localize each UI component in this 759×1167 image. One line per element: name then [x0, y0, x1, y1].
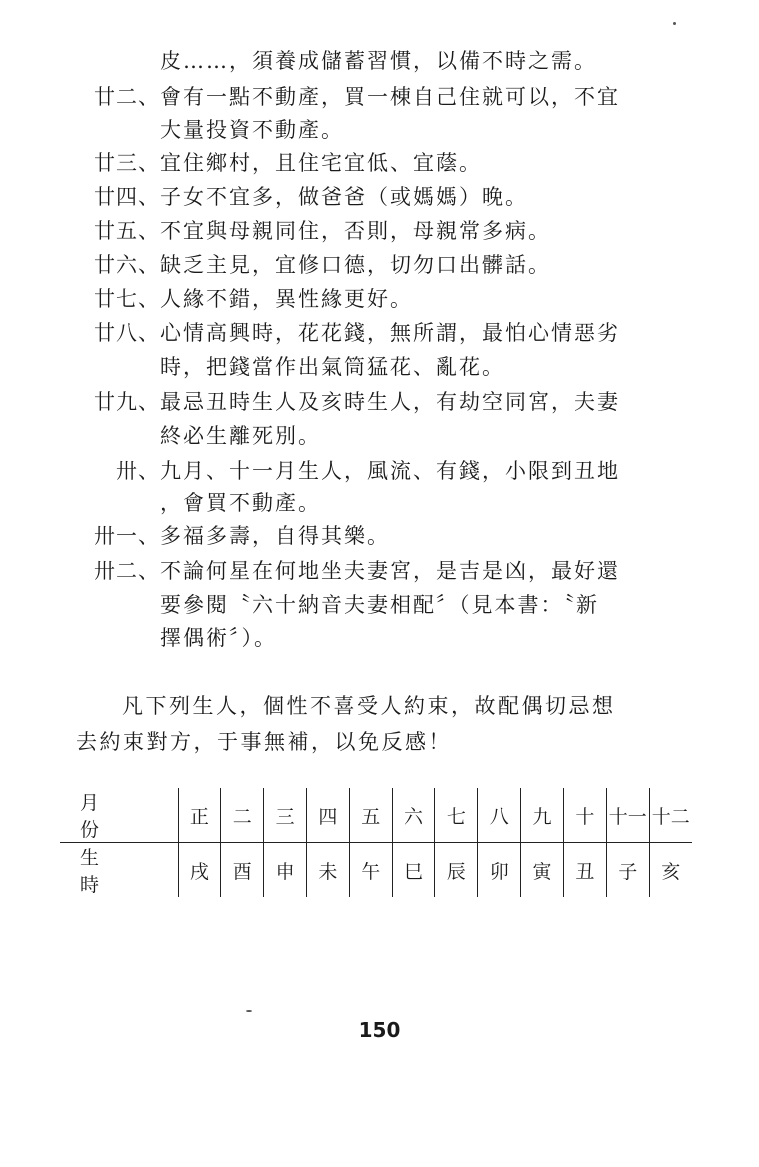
table-cell: 六 [392, 788, 435, 843]
table-header-month [60, 788, 178, 843]
item-text: 擇偶術〞）。 [160, 626, 277, 650]
list-item-28 [0, 318, 759, 348]
list-item-22 [0, 82, 759, 112]
item-text: ，會買不動產。 [160, 491, 321, 515]
item-text: 最忌丑時生人及亥時生人，有劫空同宮，夫妻 [160, 390, 620, 414]
month-hour-table [60, 788, 692, 897]
item-number: 廿三、 [94, 151, 160, 175]
table-row-month [60, 788, 692, 843]
table-row-hour [60, 843, 692, 898]
item-text: 終必生離死別。 [160, 424, 321, 448]
list-item-32-cont2 [0, 623, 759, 653]
page-number: 150 [358, 1018, 401, 1042]
list-item-28-cont [0, 352, 759, 382]
item-text: 九月、十一月生人，風流、有錢，小限到丑地 [160, 459, 620, 483]
list-item-31 [0, 521, 759, 551]
header-char: 生 [80, 847, 100, 869]
table-cell: 戌 [178, 843, 221, 898]
list-item-30 [0, 456, 759, 486]
list-item-24 [0, 182, 759, 212]
item-number: 卅一、 [94, 524, 160, 548]
item-text: 宜住鄉村，且住宅宜低、宜蔭。 [160, 151, 482, 175]
table-cell: 辰 [435, 843, 478, 898]
list-item-26 [0, 250, 759, 280]
item-number: 卅、 [116, 459, 160, 483]
table-cell: 申 [264, 843, 307, 898]
item-number: 廿五、 [94, 219, 160, 243]
table-cell: 十一 [606, 788, 649, 843]
list-item-32-cont [0, 590, 759, 620]
table-cell: 亥 [649, 843, 692, 898]
table-cell: 十 [563, 788, 606, 843]
table-cell: 七 [435, 788, 478, 843]
item-text: 人緣不錯，異性緣更好。 [160, 287, 413, 311]
item-text: 心情高興時，花花錢，無所謂，最怕心情惡劣 [160, 321, 620, 345]
item-number: 廿八、 [94, 321, 160, 345]
list-item-29-cont [0, 421, 759, 451]
list-item-23 [0, 148, 759, 178]
item-text: 多福多壽，自得其樂。 [160, 524, 390, 548]
item-number: 卅二、 [94, 559, 160, 583]
item-text: 時，把錢當作出氣筒猛花、亂花。 [160, 355, 505, 379]
list-item-32 [0, 556, 759, 586]
table-cell: 四 [306, 788, 349, 843]
item-number: 廿九、 [94, 390, 160, 414]
item-number: 廿二、 [94, 85, 160, 109]
item-text: 缺乏主見，宜修口德，切勿口出髒話。 [160, 253, 551, 277]
item-number: 廿六、 [94, 253, 160, 277]
item-text: 要參閱〝六十納音夫妻相配〞（見本書：〝新 [160, 593, 599, 617]
table-cell: 午 [349, 843, 392, 898]
header-char: 時 [80, 874, 100, 896]
paragraph-line: 凡下列生人，個性不喜受人約束，故配偶切忌想 [122, 694, 616, 718]
table-cell: 五 [349, 788, 392, 843]
item-text: 皮……，須養成儲蓄習慣，以備不時之需。 [160, 49, 597, 73]
header-char: 份 [80, 819, 100, 841]
scan-speck [673, 22, 676, 25]
item-text: 會有一點不動產，買一棟自己住就可以，不宜 [160, 85, 620, 109]
item-text: 不宜與母親同住，否則，母親常多病。 [160, 219, 551, 243]
table-cell: 三 [264, 788, 307, 843]
paragraph-line: 去約束對方，于事無補，以免反感！ [76, 730, 452, 754]
table-cell: 九 [521, 788, 564, 843]
table-cell: 子 [606, 843, 649, 898]
item-text: 大量投資不動產。 [160, 118, 344, 142]
table-header-hour [60, 843, 178, 898]
item-text: 子女不宜多，做爸爸（或媽媽）晚。 [160, 185, 528, 209]
table-cell: 正 [178, 788, 221, 843]
table-cell: 八 [478, 788, 521, 843]
item-number: 廿七、 [94, 287, 160, 311]
table-cell: 二 [221, 788, 264, 843]
table-cell: 未 [306, 843, 349, 898]
list-item-25 [0, 216, 759, 246]
list-item-29 [0, 387, 759, 417]
table-cell: 酉 [221, 843, 264, 898]
item-number: 廿四、 [94, 185, 160, 209]
table-cell: 卯 [478, 843, 521, 898]
scan-speck [246, 1010, 252, 1012]
table-cell: 巳 [392, 843, 435, 898]
list-item-22-cont [0, 115, 759, 145]
list-item-27 [0, 284, 759, 314]
table-cell: 十二 [649, 788, 692, 843]
header-char: 月 [80, 792, 100, 814]
item-continuation [0, 46, 759, 76]
list-item-30-cont [0, 488, 759, 518]
item-text: 不論何星在何地坐夫妻宮，是吉是凶，最好還 [160, 559, 620, 583]
table-cell: 寅 [521, 843, 564, 898]
table-cell: 丑 [563, 843, 606, 898]
